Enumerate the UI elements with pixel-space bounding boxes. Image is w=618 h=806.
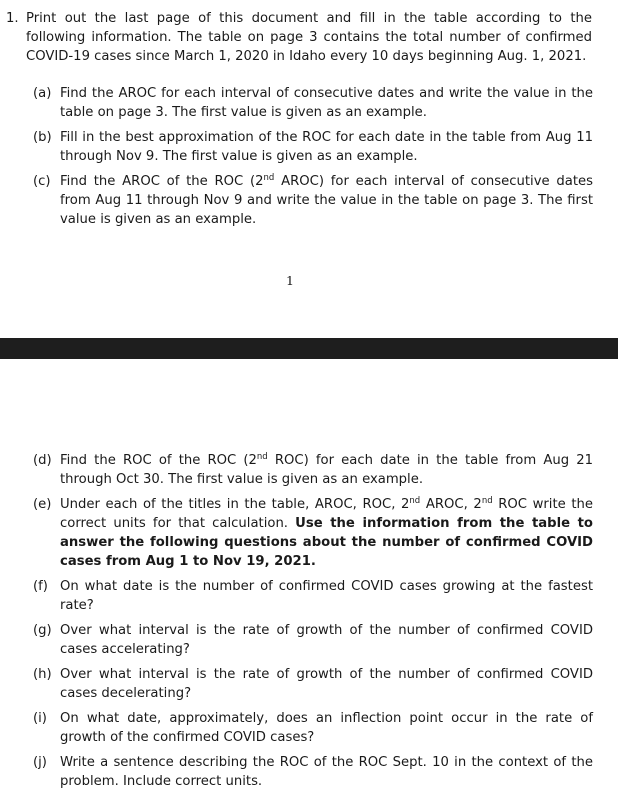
part-e [33,495,593,571]
part-text: Find the AROC for each interval of consecutive dates and write the value in the table on page 3. The first value is given as an example. [60,86,593,120]
part-text: Find the AROC of the ROC (2 [60,174,264,189]
part-label: (i) [33,711,47,726]
superscript-nd: nd [481,496,493,506]
instructions-bold: Use the information from the table to answer the following questions about the number of confirmed COVID cases from Aug 1 to Nov 19, 2021. [60,516,593,569]
problem-1 [6,9,592,66]
parts-list-page-1 [33,84,593,235]
superscript-nd: nd [256,452,268,462]
superscript-nd: nd [409,496,421,506]
part-label: (c) [33,174,51,189]
part-a [33,84,593,122]
part-text: Find the ROC of the ROC (2 [60,453,257,468]
part-text: ROC) for each date in the table from Aug 21 through Oct 30. The first value is given as an example. [60,453,594,487]
part-text: On what date is the number of confirmed COVID cases growing at the fastest rate? [60,579,593,613]
problem-number: 1. [6,11,19,26]
page-2 [0,359,618,806]
part-text: AROC, 2 [420,497,482,512]
part-j [33,753,593,791]
part-f [33,577,593,615]
page-1 [0,0,618,338]
page-divider [0,338,618,359]
part-c [33,172,593,229]
part-label: (d) [33,453,52,468]
parts-list-page-2 [33,451,593,797]
part-text: Over what interval is the rate of growth of the number of confirmed COVID cases decelerating? [60,667,593,701]
part-text: Under each of the titles in the table, AROC, ROC, 2 [60,497,410,512]
part-text: Write a sentence describing the ROC of the ROC Sept. 10 in the context of the problem. Include correct units. [60,755,593,789]
part-label: (a) [33,86,52,101]
part-label: (b) [33,130,52,145]
part-label: (e) [33,497,52,512]
part-text: AROC) for each interval of consecutive dates from Aug 11 through Nov 9 and write the value in the table on page 3. The first value is given as an example. [60,174,593,227]
page-number: 1 [286,273,294,288]
superscript-nd: nd [263,173,275,183]
part-text: ROC write the correct units for that calculation. [60,497,593,531]
part-label: (j) [33,755,47,770]
part-label: (g) [33,623,52,638]
part-text: Fill in the best approximation of the ROC for each date in the table from Aug 11 through Nov 9. The first value is given as an example. [60,130,593,164]
part-label: (f) [33,579,48,594]
problem-text: Print out the last page of this document and fill in the table according to the following information. The table on page 3 contains the total number of confirmed COVID-19 cases since March 1, 2020 in Idaho every 10 days beginning Aug. 1, 2021. [26,11,592,64]
part-text: On what date, approximately, does an inflection point occur in the rate of growth of the confirmed COVID cases? [60,711,593,745]
part-b [33,128,593,166]
part-label: (h) [33,667,52,682]
part-i [33,709,593,747]
part-text: Over what interval is the rate of growth of the number of confirmed COVID cases accelerating? [60,623,593,657]
part-h [33,665,593,703]
part-g [33,621,593,659]
part-d [33,451,593,489]
